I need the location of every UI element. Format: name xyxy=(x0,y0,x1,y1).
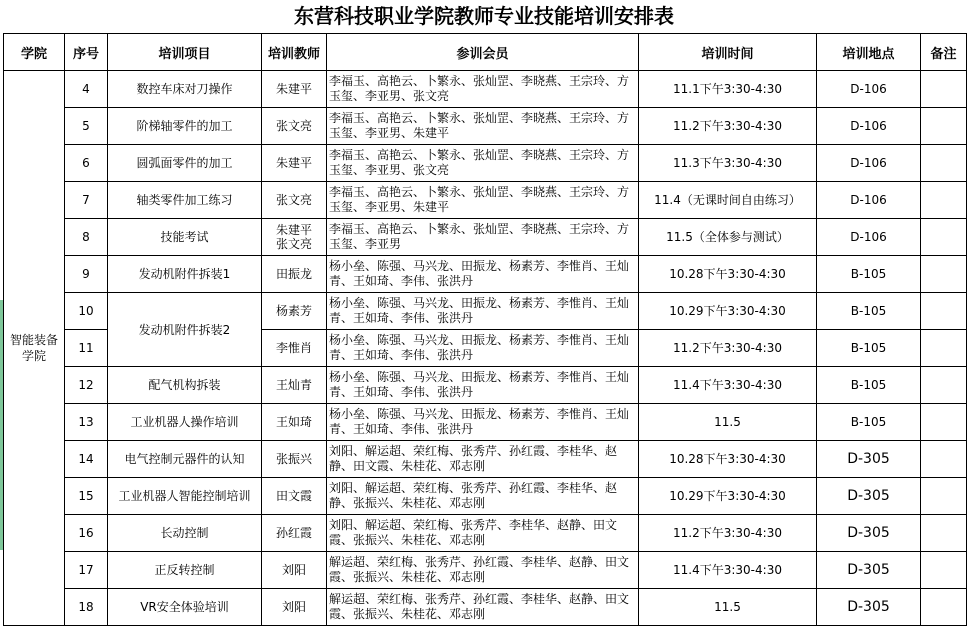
row-number[interactable]: 4 xyxy=(65,71,108,108)
location-cell[interactable]: D-106 xyxy=(817,108,921,145)
location-cell[interactable]: B-105 xyxy=(817,367,921,404)
row-number[interactable]: 15 xyxy=(65,478,108,515)
note-cell[interactable] xyxy=(921,367,967,404)
header-time[interactable]: 培训时间 xyxy=(639,34,817,71)
row-number[interactable]: 6 xyxy=(65,145,108,182)
project-cell[interactable]: 技能考试 xyxy=(108,219,262,256)
note-cell[interactable] xyxy=(921,478,967,515)
header-project[interactable]: 培训项目 xyxy=(108,34,262,71)
table-row xyxy=(4,552,967,589)
members-cell[interactable]: 李福玉、高艳云、卜繁永、张灿罡、李晓燕、王宗玲、方玉玺、李亚男 xyxy=(327,219,639,256)
location-cell[interactable]: D-305 xyxy=(817,478,921,515)
project-cell[interactable]: 正反转控制 xyxy=(108,552,262,589)
location-cell[interactable]: D-305 xyxy=(817,441,921,478)
time-cell[interactable]: 11.1下午3:30-4:30 xyxy=(639,71,817,108)
time-cell[interactable]: 11.2下午3:30-4:30 xyxy=(639,515,817,552)
note-cell[interactable] xyxy=(921,552,967,589)
teacher-cell[interactable]: 刘阳 xyxy=(262,552,327,589)
location-cell[interactable]: D-106 xyxy=(817,145,921,182)
project-cell[interactable]: 数控车床对刀操作 xyxy=(108,71,262,108)
header-row xyxy=(4,34,967,71)
table-row xyxy=(4,367,967,404)
members-cell[interactable]: 杨小垒、陈强、马兴龙、田振龙、杨素芳、李惟肖、王灿青、王如琦、李伟、张洪丹 xyxy=(327,256,639,293)
table-row xyxy=(4,589,967,626)
project-cell[interactable]: VR安全体验培训 xyxy=(108,589,262,626)
row-number[interactable]: 11 xyxy=(65,330,108,367)
project-cell[interactable]: 长动控制 xyxy=(108,515,262,552)
row-number[interactable]: 17 xyxy=(65,552,108,589)
project-cell[interactable]: 电气控制元器件的认知 xyxy=(108,441,262,478)
row-number[interactable]: 5 xyxy=(65,108,108,145)
location-cell[interactable]: D-106 xyxy=(817,71,921,108)
table-row xyxy=(4,182,967,219)
teacher-cell[interactable]: 刘阳 xyxy=(262,589,327,626)
time-cell[interactable]: 11.4（无课时间自由练习） xyxy=(639,182,817,219)
teacher-cell[interactable]: 孙红霞 xyxy=(262,515,327,552)
note-cell[interactable] xyxy=(921,219,967,256)
table-row xyxy=(4,219,967,256)
teacher-cell[interactable]: 李惟肖 xyxy=(262,330,327,367)
row-number[interactable]: 18 xyxy=(65,589,108,626)
teacher-cell[interactable]: 朱建平 张文亮 xyxy=(262,219,327,256)
table-row xyxy=(4,256,967,293)
note-cell[interactable] xyxy=(921,330,967,367)
header-location[interactable]: 培训地点 xyxy=(817,34,921,71)
members-cell[interactable]: 刘阳、解运超、荣红梅、张秀芹、孙红霞、李桂华、赵静、田文霞、朱桂花、邓志刚 xyxy=(327,441,639,478)
members-cell[interactable]: 解运超、荣红梅、张秀芹、孙红霞、李桂华、赵静、田文霞、张振兴、朱桂花、邓志刚 xyxy=(327,552,639,589)
project-cell[interactable]: 工业机器人智能控制培训 xyxy=(108,478,262,515)
teacher-cell[interactable]: 王灿青 xyxy=(262,367,327,404)
time-cell[interactable]: 11.5 xyxy=(639,589,817,626)
members-cell[interactable]: 李福玉、高艳云、卜繁永、张灿罡、李晓燕、王宗玲、方玉玺、李亚男、朱建平 xyxy=(327,108,639,145)
header-school[interactable]: 学院 xyxy=(4,34,65,71)
project-cell[interactable]: 工业机器人操作培训 xyxy=(108,404,262,441)
location-cell[interactable]: B-105 xyxy=(817,293,921,330)
members-cell[interactable]: 李福玉、高艳云、卜繁永、张灿罡、李晓燕、王宗玲、方玉玺、李亚男、张文亮 xyxy=(327,71,639,108)
table-row xyxy=(4,108,967,145)
members-cell[interactable]: 解运超、荣红梅、张秀芹、孙红霞、李桂华、赵静、田文霞、张振兴、朱桂花、邓志刚 xyxy=(327,589,639,626)
table-row xyxy=(4,515,967,552)
teacher-cell[interactable]: 王如琦 xyxy=(262,404,327,441)
members-cell[interactable]: 杨小垒、陈强、马兴龙、田振龙、杨素芳、李惟肖、王灿青、王如琦、李伟、张洪丹 xyxy=(327,404,639,441)
header-no[interactable]: 序号 xyxy=(65,34,108,71)
location-cell[interactable]: B-105 xyxy=(817,256,921,293)
time-cell[interactable]: 11.5（全体参与测试） xyxy=(639,219,817,256)
row-number[interactable]: 7 xyxy=(65,182,108,219)
note-cell[interactable] xyxy=(921,71,967,108)
location-cell[interactable]: D-305 xyxy=(817,589,921,626)
teacher-cell[interactable]: 张文亮 xyxy=(262,182,327,219)
row-number[interactable]: 13 xyxy=(65,404,108,441)
schedule-table xyxy=(3,33,967,626)
members-cell[interactable]: 刘阳、解运超、荣红梅、张秀芹、孙红霞、李桂华、赵静、张振兴、朱桂花、邓志刚 xyxy=(327,478,639,515)
teacher-cell[interactable]: 张振兴 xyxy=(262,441,327,478)
project-cell[interactable]: 发动机附件拆装2 xyxy=(108,293,262,367)
time-cell[interactable]: 11.3下午3:30-4:30 xyxy=(639,145,817,182)
teacher-cell[interactable]: 朱建平 xyxy=(262,71,327,108)
time-cell[interactable]: 11.2下午3:30-4:30 xyxy=(639,330,817,367)
note-cell[interactable] xyxy=(921,589,967,626)
members-cell[interactable]: 李福玉、高艳云、卜繁永、张灿罡、李晓燕、王宗玲、方玉玺、李亚男、朱建平 xyxy=(327,182,639,219)
row-number[interactable]: 10 xyxy=(65,293,108,330)
row-number[interactable]: 14 xyxy=(65,441,108,478)
header-note[interactable]: 备注 xyxy=(921,34,967,71)
time-cell[interactable]: 11.4下午3:30-4:30 xyxy=(639,367,817,404)
location-cell[interactable]: B-105 xyxy=(817,330,921,367)
location-cell[interactable]: D-305 xyxy=(817,552,921,589)
location-cell[interactable]: D-106 xyxy=(817,182,921,219)
table-row xyxy=(4,478,967,515)
project-cell[interactable]: 配气机构拆装 xyxy=(108,367,262,404)
time-cell[interactable]: 10.29下午3:30-4:30 xyxy=(639,478,817,515)
note-cell[interactable] xyxy=(921,145,967,182)
project-cell[interactable]: 轴类零件加工练习 xyxy=(108,182,262,219)
time-cell[interactable]: 11.5 xyxy=(639,404,817,441)
time-cell[interactable]: 10.28下午3:30-4:30 xyxy=(639,256,817,293)
members-cell[interactable]: 杨小垒、陈强、马兴龙、田振龙、杨素芳、李惟肖、王灿青、王如琦、李伟、张洪丹 xyxy=(327,293,639,330)
teacher-cell[interactable]: 朱建平 xyxy=(262,145,327,182)
table-row xyxy=(4,441,967,478)
row-number[interactable]: 12 xyxy=(65,367,108,404)
note-cell[interactable] xyxy=(921,256,967,293)
project-cell[interactable]: 阶梯轴零件的加工 xyxy=(108,108,262,145)
teacher-cell[interactable]: 张文亮 xyxy=(262,108,327,145)
note-cell[interactable] xyxy=(921,293,967,330)
location-cell[interactable]: D-305 xyxy=(817,515,921,552)
project-cell[interactable]: 圆弧面零件的加工 xyxy=(108,145,262,182)
time-cell[interactable]: 10.29下午3:30-4:30 xyxy=(639,293,817,330)
school-cell[interactable]: 智能装备 学院 xyxy=(4,71,65,626)
time-cell[interactable]: 11.4下午3:30-4:30 xyxy=(639,552,817,589)
table-row xyxy=(4,404,967,441)
row-number[interactable]: 9 xyxy=(65,256,108,293)
teacher-cell[interactable]: 杨素芳 xyxy=(262,293,327,330)
project-cell[interactable]: 发动机附件拆装1 xyxy=(108,256,262,293)
teacher-cell[interactable]: 田文霞 xyxy=(262,478,327,515)
note-cell[interactable] xyxy=(921,182,967,219)
teacher-cell[interactable]: 田振龙 xyxy=(262,256,327,293)
row-number[interactable]: 8 xyxy=(65,219,108,256)
location-cell[interactable]: D-106 xyxy=(817,219,921,256)
table-row xyxy=(4,145,967,182)
note-cell[interactable] xyxy=(921,404,967,441)
table-row xyxy=(4,293,967,330)
members-cell[interactable]: 李福玉、高艳云、卜繁永、张灿罡、李晓燕、王宗玲、方玉玺、李亚男、张文亮 xyxy=(327,145,639,182)
members-cell[interactable]: 刘阳、解运超、荣红梅、张秀芹、李桂华、赵静、田文霞、张振兴、朱桂花、邓志刚 xyxy=(327,515,639,552)
location-cell[interactable]: B-105 xyxy=(817,404,921,441)
note-cell[interactable] xyxy=(921,441,967,478)
row-number[interactable]: 16 xyxy=(65,515,108,552)
header-teacher[interactable]: 培训教师 xyxy=(262,34,327,71)
time-cell[interactable]: 10.28下午3:30-4:30 xyxy=(639,441,817,478)
time-cell[interactable]: 11.2下午3:30-4:30 xyxy=(639,108,817,145)
page-title: 东营科技职业学院教师专业技能培训安排表 xyxy=(294,4,674,28)
note-cell[interactable] xyxy=(921,108,967,145)
table-row xyxy=(4,71,967,108)
header-members[interactable]: 参训会员 xyxy=(327,34,639,71)
members-cell[interactable]: 杨小垒、陈强、马兴龙、田振龙、杨素芳、李惟肖、王灿青、王如琦、李伟、张洪丹 xyxy=(327,367,639,404)
members-cell[interactable]: 杨小垒、陈强、马兴龙、田振龙、杨素芳、李惟肖、王灿青、王如琦、李伟、张洪丹 xyxy=(327,330,639,367)
note-cell[interactable] xyxy=(921,515,967,552)
